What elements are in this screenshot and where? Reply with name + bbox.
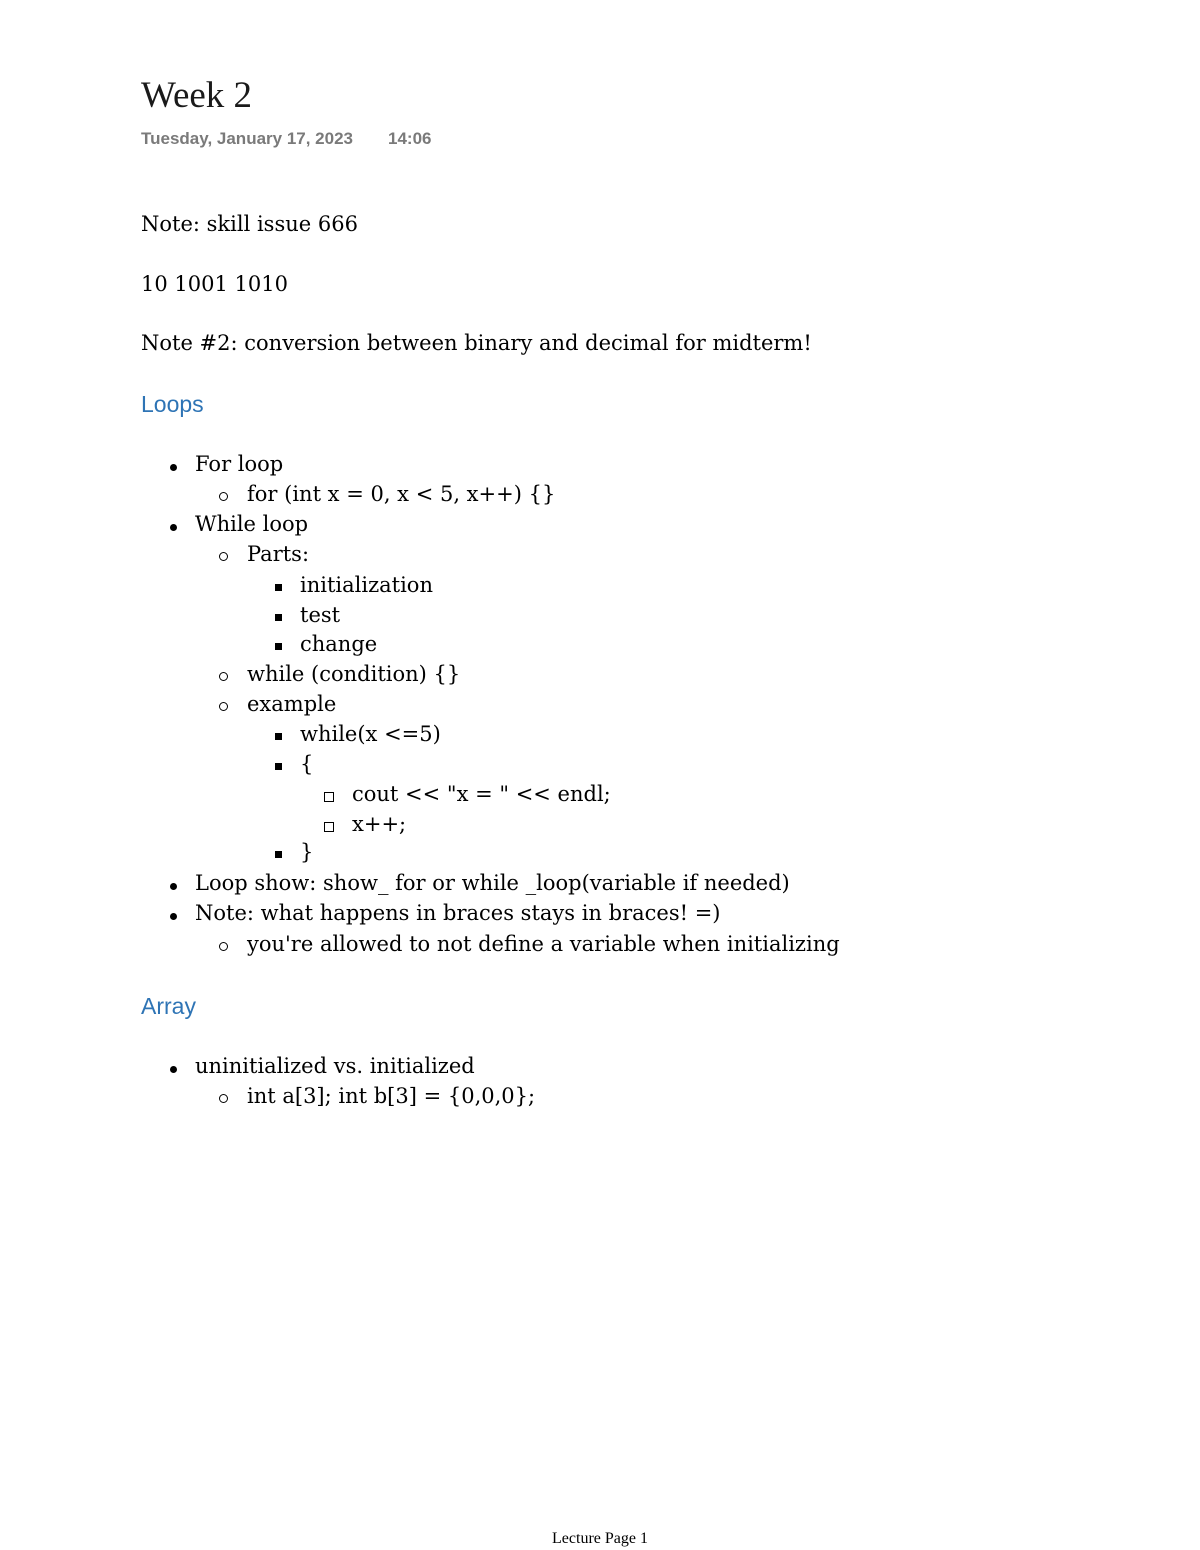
bullet-icon [170,524,177,531]
page-time: 14:06 [388,129,432,148]
list-item: example [247,692,337,716]
square-bullet-icon [275,763,282,770]
square-bullet-icon [275,614,282,621]
note-2-paragraph: Note #2: conversion between binary and decimal for midterm! [141,331,812,355]
square-bullet-icon [275,733,282,740]
bullet-icon [170,464,177,471]
list-item: for (int x = 0, x < 5, x++) {} [247,482,556,506]
list-item: Parts: [247,542,310,566]
circle-bullet-icon [219,492,228,501]
circle-bullet-icon [219,672,228,681]
list-item: While loop [195,512,309,536]
page-title: Week 2 [141,75,253,116]
page-footer: Lecture Page 1 [552,1530,648,1547]
list-item: while(x <=5) [300,722,441,746]
square-bullet-icon [275,584,282,591]
square-bullet-icon [275,643,282,650]
list-item: x++; [352,812,407,836]
page-date: Tuesday, January 17, 2023 [141,129,353,148]
list-item: Loop show: show_ for or while _loop(variable if needed) [195,871,790,895]
list-item: you're allowed to not define a variable when initializing [247,932,840,956]
circle-bullet-icon [219,942,228,951]
list-item: } [300,840,314,864]
binary-paragraph: 10 1001 1010 [141,272,288,296]
empty-square-bullet-icon [324,792,334,802]
square-bullet-icon [275,851,282,858]
bullet-icon [170,913,177,920]
list-item: int a[3]; int b[3] = {0,0,0}; [247,1084,536,1108]
list-item: cout << "x = " << endl; [352,782,611,806]
list-item: Note: what happens in braces stays in braces! =) [195,901,721,925]
section-heading-loops: Loops [141,391,204,417]
list-item: { [300,752,314,776]
empty-square-bullet-icon [324,822,334,832]
bullet-icon [170,883,177,890]
circle-bullet-icon [219,552,228,561]
list-item: while (condition) {} [247,662,461,686]
list-item: uninitialized vs. initialized [195,1054,475,1078]
circle-bullet-icon [219,1094,228,1103]
section-heading-array: Array [141,993,196,1019]
note-paragraph: Note: skill issue 666 [141,212,358,236]
list-item: change [300,632,378,656]
list-item: initialization [300,573,433,597]
list-item: test [300,603,341,627]
bullet-icon [170,1066,177,1073]
circle-bullet-icon [219,702,228,711]
list-item: For loop [195,452,284,476]
